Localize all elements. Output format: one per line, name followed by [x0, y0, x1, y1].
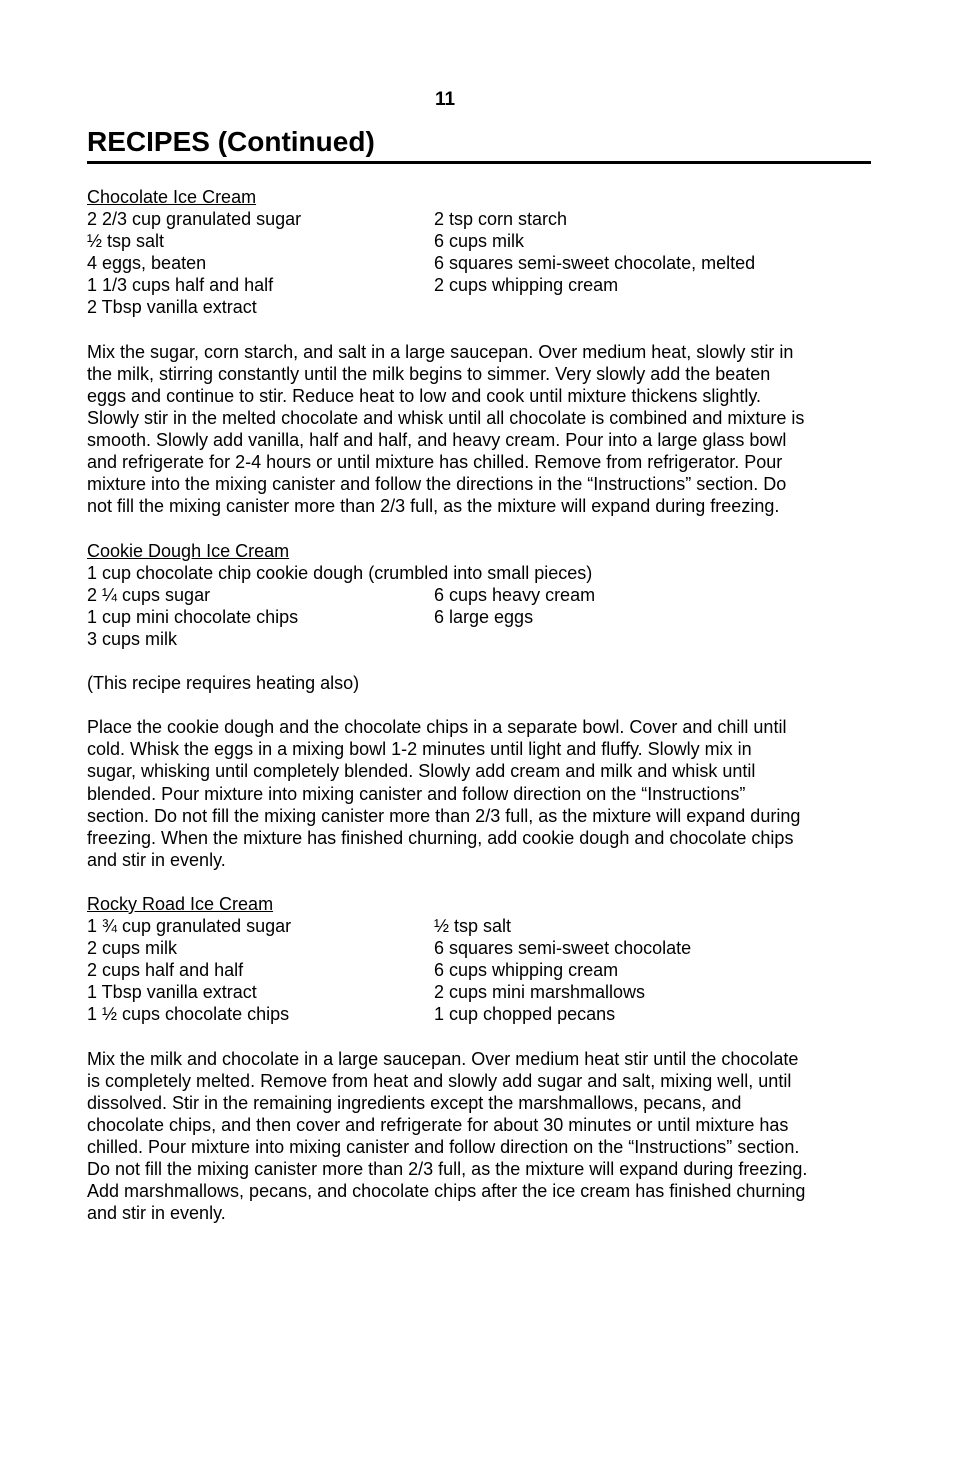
- ingredient: 6 cups whipping cream: [434, 960, 619, 981]
- recipe-rocky-road-ice-cream: [87, 893, 867, 1224]
- title-divider: [87, 161, 871, 164]
- directions-line: and stir in evenly.: [87, 849, 226, 870]
- directions-line: chilled. Pour mixture into mixing canister and follow direction on the “Instructions” section.: [87, 1137, 800, 1158]
- directions-line: blended. Pour mixture into mixing canister and follow direction on the “Instructions”: [87, 783, 746, 804]
- ingredient: 2 Tbsp vanilla extract: [87, 297, 257, 318]
- ingredient-row: [87, 959, 867, 981]
- ingredient: 2 tsp corn starch: [434, 209, 568, 230]
- ingredient-row: [87, 296, 867, 318]
- ingredient: 1 ½ cups chocolate chips: [87, 1004, 290, 1025]
- ingredient-list: [87, 584, 867, 650]
- recipe-content: [87, 186, 867, 1224]
- directions-line: eggs and continue to stir. Reduce heat to low and cook until mixture thickens slightly.: [87, 385, 762, 406]
- ingredient-row: [87, 252, 867, 274]
- recipe-title: Chocolate Ice Cream: [87, 187, 257, 207]
- directions-line: Mix the milk and chocolate in a large saucepan. Over medium heat stir until the chocolate: [87, 1048, 799, 1069]
- directions-line: cold. Whisk the eggs in a mixing bowl 1-2 minutes until light and fluffy. Slowly mix in: [87, 739, 752, 760]
- directions-line: freezing. When the mixture has finished churning, add cookie dough and chocolate chips: [87, 827, 794, 848]
- directions-line: Mix the sugar, corn starch, and salt in a large saucepan. Over medium heat, slowly stir in: [87, 341, 794, 362]
- ingredient: 2 cups milk: [87, 938, 178, 959]
- recipe-title: Rocky Road Ice Cream: [87, 894, 274, 914]
- recipe-directions: [87, 341, 867, 518]
- ingredient: 1 1/3 cups half and half: [87, 275, 274, 296]
- ingredient: 1 ¾ cup granulated sugar: [87, 916, 292, 937]
- recipe-note: (This recipe requires heating also): [87, 673, 360, 694]
- directions-line: chocolate chips, and then cover and refrigerate for about 30 minutes or until mixture has: [87, 1114, 789, 1135]
- ingredient: 1 cup mini chocolate chips: [87, 606, 299, 627]
- ingredient-list: [87, 208, 867, 318]
- page-title: RECIPES (Continued): [87, 126, 375, 157]
- recipe-cookie-dough-ice-cream: [87, 540, 867, 871]
- directions-line: the milk, stirring constantly until the milk begins to simmer. Very slowly add the beaten: [87, 363, 771, 384]
- ingredient: 1 cup chopped pecans: [434, 1004, 616, 1025]
- directions-line: and refrigerate for 2-4 hours or until mixture has chilled. Remove from refrigerator. Pour: [87, 452, 783, 473]
- ingredient-row: [87, 981, 867, 1003]
- directions-line: Add marshmallows, pecans, and chocolate chips after the ice cream has finished churning: [87, 1181, 806, 1202]
- ingredient: 4 eggs, beaten: [87, 253, 207, 274]
- ingredient-lead-line: 1 cup chocolate chip cookie dough (crumbled into small pieces): [87, 562, 593, 583]
- directions-line: not fill the mixing canister more than 2/3 full, as the mixture will expand during freezing.: [87, 496, 780, 517]
- ingredient: ½ tsp salt: [434, 916, 512, 937]
- directions-line: and stir in evenly.: [87, 1203, 226, 1224]
- ingredient-row: [87, 274, 867, 296]
- ingredient-row: [87, 606, 867, 628]
- ingredient: 2 cups half and half: [87, 960, 244, 981]
- recipe-title: Cookie Dough Ice Cream: [87, 540, 290, 561]
- recipe-directions: [87, 716, 867, 871]
- recipe-chocolate-ice-cream: [87, 186, 867, 517]
- ingredient: 6 cups heavy cream: [434, 584, 596, 605]
- directions-line: Slowly stir in the melted chocolate and whisk until all chocolate is combined and mixture is: [87, 407, 805, 428]
- ingredient: 2 2/3 cup granulated sugar: [87, 209, 302, 230]
- ingredient-row: [87, 584, 867, 606]
- ingredient-row: [87, 937, 867, 959]
- ingredient-row: [87, 230, 867, 252]
- ingredient: 1 Tbsp vanilla extract: [87, 982, 257, 1003]
- directions-line: is completely melted. Remove from heat and slowly add sugar and salt, mixing well, until: [87, 1070, 792, 1091]
- directions-line: mixture into the mixing canister and follow the directions in the “Instructions” section. Do: [87, 474, 787, 495]
- ingredient-row: [87, 915, 867, 937]
- ingredient-row: [87, 208, 867, 230]
- ingredient-row: [87, 1003, 867, 1025]
- directions-line: section. Do not fill the mixing canister more than 2/3 full, as the mixture will expand during: [87, 805, 801, 826]
- directions-line: dissolved. Stir in the remaining ingredients except the marshmallows, pecans, and: [87, 1092, 742, 1113]
- ingredient: 3 cups milk: [87, 628, 178, 649]
- recipe-directions: [87, 1048, 867, 1225]
- ingredient: 2 cups mini marshmallows: [434, 982, 646, 1003]
- ingredient: 6 squares semi-sweet chocolate, melted: [434, 253, 756, 274]
- ingredient-list: [87, 915, 867, 1025]
- page-number: 11: [434, 89, 456, 110]
- directions-line: sugar, whisking until completely blended. Slowly add cream and milk and whisk until: [87, 761, 756, 782]
- ingredient: ½ tsp salt: [87, 231, 165, 252]
- ingredient-row: [87, 628, 867, 650]
- directions-line: smooth. Slowly add vanilla, half and half, and heavy cream. Pour into a large glass bowl: [87, 430, 787, 451]
- ingredient: 6 cups milk: [434, 231, 525, 252]
- ingredient: 6 large eggs: [434, 606, 534, 627]
- directions-line: Place the cookie dough and the chocolate chips in a separate bowl. Cover and chill until: [87, 717, 787, 738]
- ingredient: 2 cups whipping cream: [434, 275, 619, 296]
- directions-line: Do not fill the mixing canister more than 2/3 full, as the mixture will expand during freezing.: [87, 1159, 808, 1180]
- ingredient: 6 squares semi-sweet chocolate: [434, 938, 692, 959]
- ingredient: 2 ¼ cups sugar: [87, 584, 211, 605]
